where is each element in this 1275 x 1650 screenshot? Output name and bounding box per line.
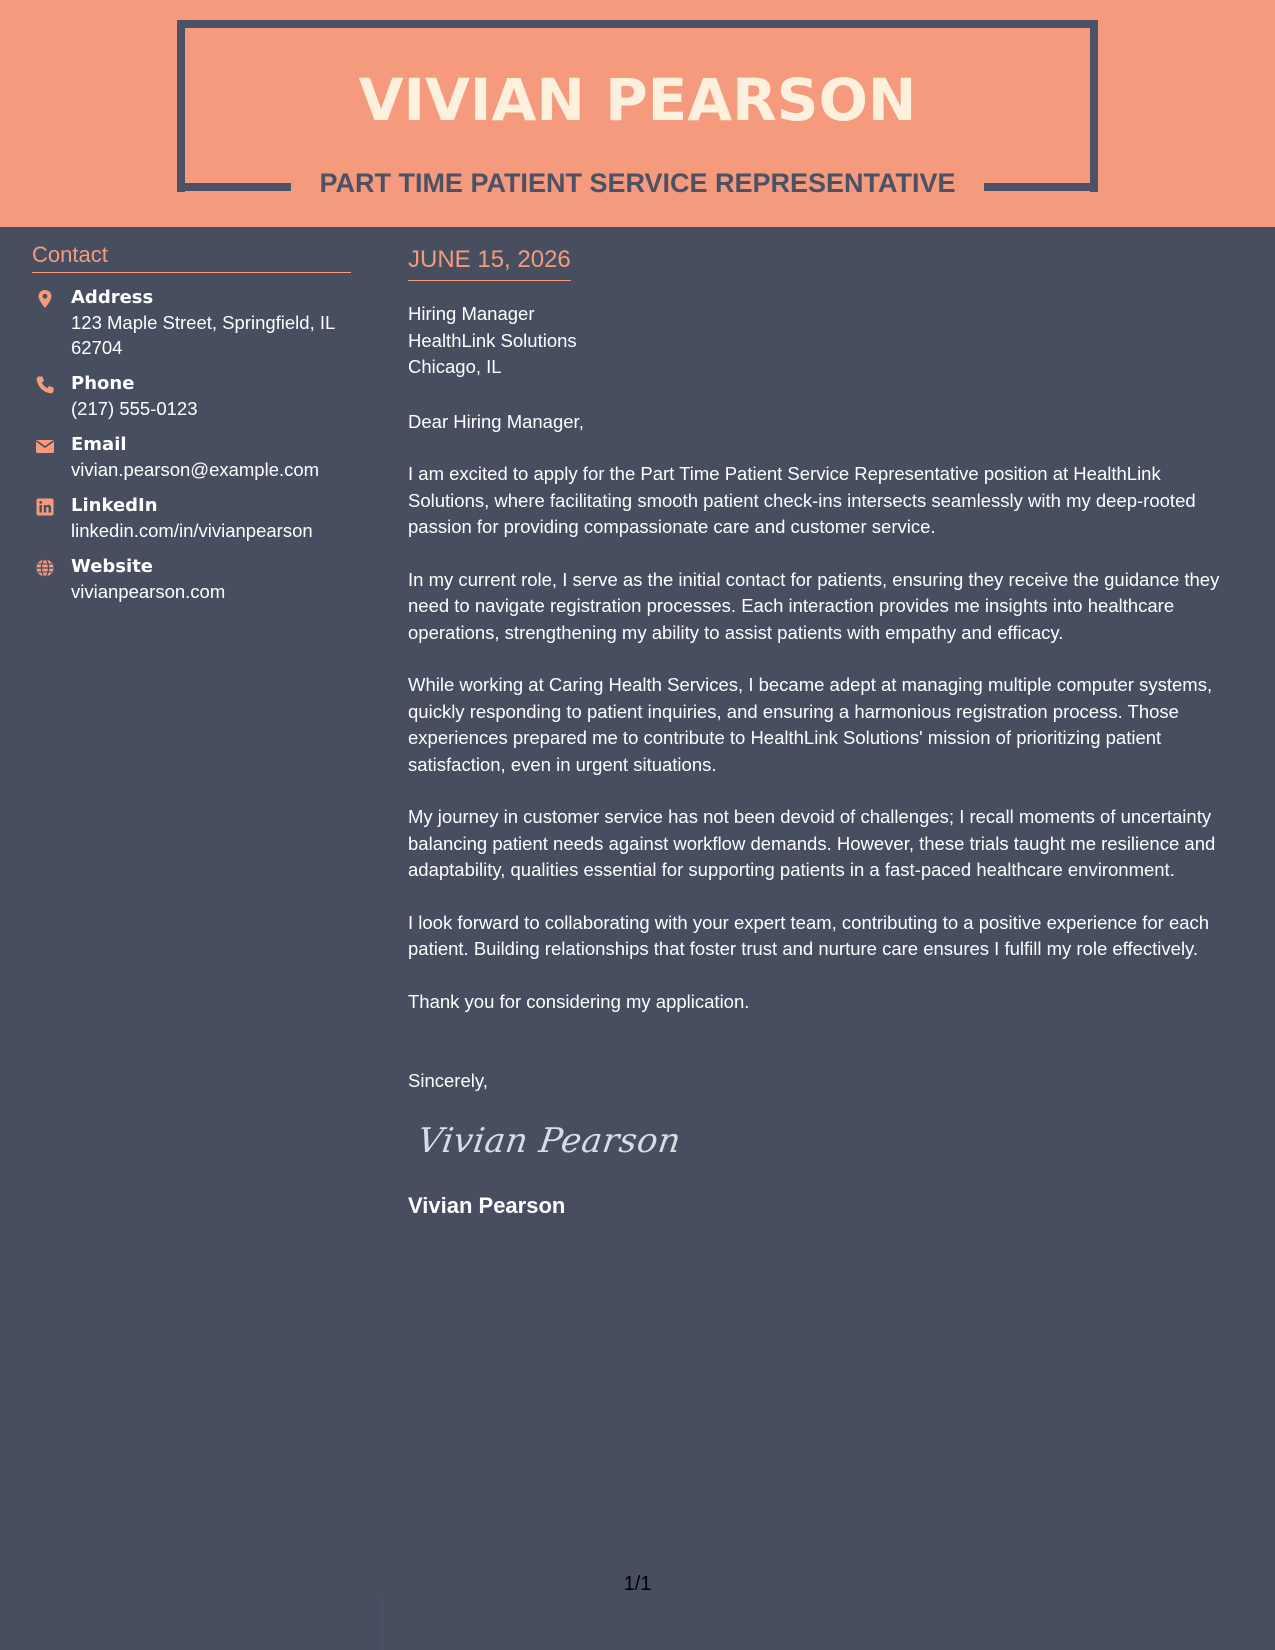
- globe-icon: [35, 558, 55, 578]
- body-paragraph: While working at Caring Health Services, I became adept at managing multiple computer systems, quickly responding to patient inquiries, and ensuring a harmonious registration process. Those experiences prepared me to contribute to HealthLink Solutions' mission of prioritizing patient satisfaction, even in urgent situations.: [408, 674, 1213, 775]
- envelope-icon: [35, 436, 55, 456]
- page-number: 1/1: [623, 1573, 652, 1595]
- address-value: 123 Maple Street, Springfield, IL 62704: [71, 312, 335, 358]
- body-paragraph: My journey in customer service has not been devoid of challenges; I recall moments of uncertainty balancing patient needs against workflow demands. However, these trials taught me resilience and adaptability, qualities essential for supporting patients in a fast-paced healthcare environment.: [408, 806, 1216, 880]
- website-value: vivianpearson.com: [71, 581, 226, 602]
- linkedin-icon: [35, 497, 55, 517]
- body-paragraph: In my current role, I serve as the initial contact for patients, ensuring they receive the guidance they need to navigate registration processes. Each interaction provides me insights into healthcare operations, strengthening my ability to assist patients with empathy and efficacy.: [408, 568, 1220, 643]
- closing-line: Sincerely,: [408, 1070, 488, 1091]
- contact-item-phone: [32, 372, 351, 421]
- contact-item-website: [32, 555, 351, 604]
- linkedin-label: LinkedIn: [71, 495, 158, 516]
- letter-date: JUNE 15, 2026: [408, 244, 571, 281]
- salutation: Dear Hiring Manager,: [408, 410, 584, 432]
- recipient-company: HealthLink Solutions: [408, 329, 577, 351]
- signed-name: Vivian Pearson: [408, 1192, 566, 1218]
- contact-item-address: [32, 286, 351, 360]
- map-pin-icon: [35, 289, 55, 309]
- job-title: PART TIME PATIENT SERVICE REPRESENTATIVE: [319, 168, 956, 198]
- contact-heading: Contact: [32, 240, 351, 273]
- handwritten-signature: Vivian Pearson: [415, 1120, 684, 1161]
- contact-item-email: [32, 433, 351, 482]
- letter-body: [408, 244, 1238, 1221]
- footer-divider: [382, 1595, 383, 1650]
- body-paragraph: I look forward to collaborating with your expert team, contributing to a positive experience for each patient. Building relationships that foster trust and nurture care ensures I fulfill my role effectively.: [408, 911, 1210, 959]
- email-value: vivian.pearson@example.com: [71, 459, 320, 480]
- body-paragraph: I am excited to apply for the Part Time Patient Service Representative position at HealthLink Solutions, where facilitating smooth patient check-ins intersects seamlessly with my deep-rooted passion for providing compassionate care and customer service.: [408, 463, 1196, 537]
- recipient-block: [408, 301, 1238, 381]
- phone-icon: [35, 375, 55, 395]
- thanks-line: Thank you for considering my application.: [408, 990, 750, 1012]
- applicant-name: VIVIAN PEARSON: [358, 66, 917, 134]
- contact-sidebar: [32, 240, 351, 604]
- frame-top-bar: [177, 20, 1098, 28]
- recipient-title: Hiring Manager: [408, 303, 535, 324]
- linkedin-value: linkedin.com/in/vivianpearson: [71, 520, 313, 541]
- recipient-location: Chicago, IL: [408, 356, 502, 377]
- phone-label: Phone: [71, 373, 135, 394]
- contact-item-linkedin: [32, 494, 351, 543]
- header-banner: [0, 0, 1275, 227]
- website-label: Website: [71, 556, 154, 577]
- address-label: Address: [71, 287, 154, 308]
- email-label: Email: [71, 434, 127, 455]
- phone-value: (217) 555-0123: [71, 398, 198, 419]
